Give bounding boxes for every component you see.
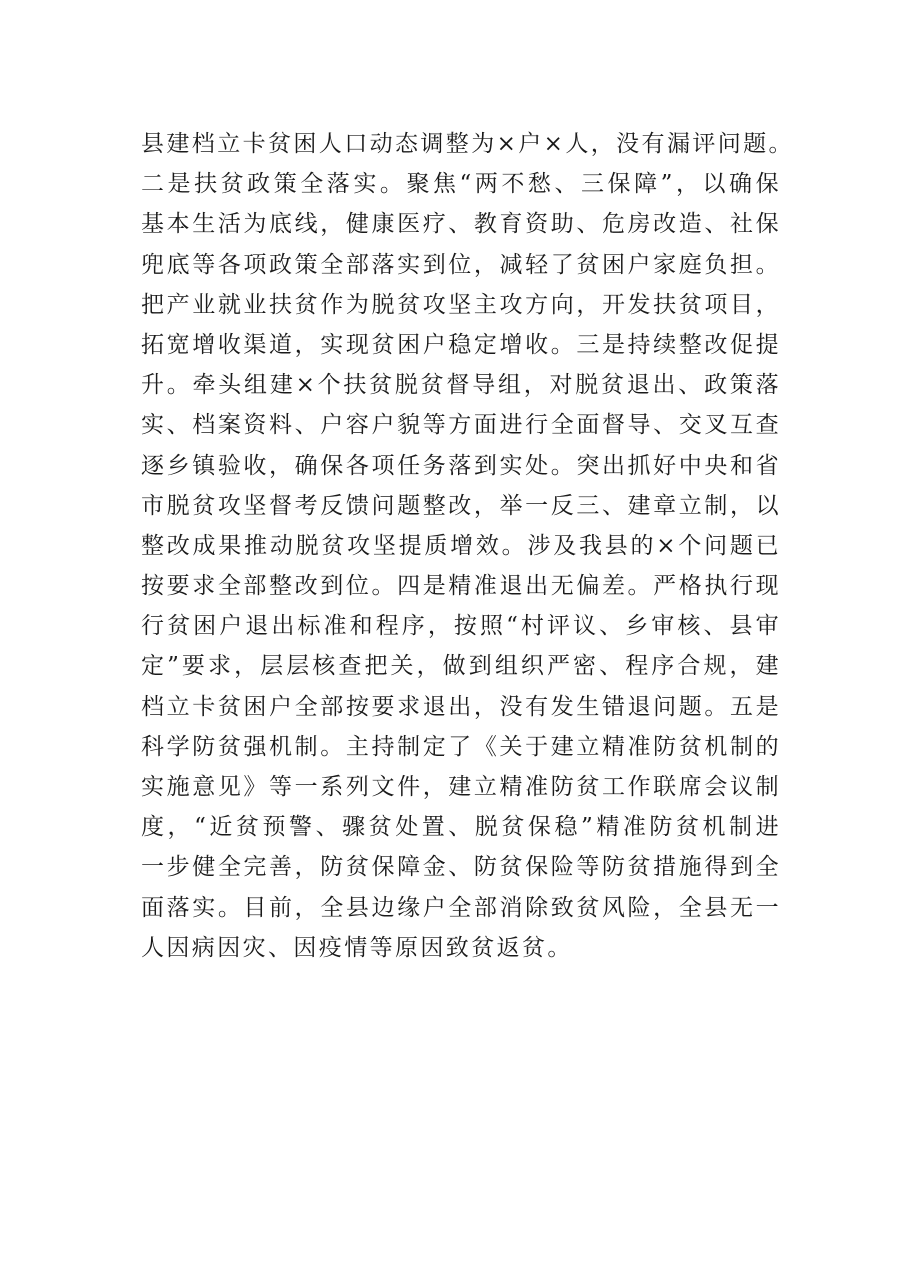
text-line: 人因病因灾、因疫情等原因致贫返贫。 [141,934,573,961]
text-line: 档立卡贫困户全部按要求退出，没有发生错退问题。五是 [141,693,781,720]
text-line: 整改成果推动脱贫攻坚提质增效。涉及我县的×个问题已 [141,532,781,559]
text-line: 兜底等各项政策全部落实到位，减轻了贫困户家庭负担。 [141,251,781,278]
text-line: 基本生活为底线，健康医疗、教育资助、危房改造、社保 [141,211,781,238]
text-line: 实、档案资料、户容户貌等方面进行全面督导、交叉互查 [141,412,781,439]
text-line: 定”要求，层层核查把关，做到组织严密、程序合规，建 [141,653,781,680]
text-line: 逐乡镇验收，确保各项任务落到实处。突出抓好中央和省 [141,452,781,479]
text-line: 一步健全完善，防贫保障金、防贫保险等防贫措施得到全 [141,854,781,881]
text-line: 度，“近贫预警、骤贫处置、脱贫保稳”精准防贫机制进 [141,814,781,841]
text-line: 实施意见》等一系列文件，建立精准防贫工作联席会议制 [141,774,781,800]
text-line: 拓宽增收渠道，实现贫困户稳定增收。三是持续整改促提 [141,331,781,358]
text-line: 市脱贫攻坚督考反馈问题整改，举一反三、建章立制，以 [141,492,781,519]
body-paragraph [141,124,794,968]
text-line: 面落实。目前，全县边缘户全部消除致贫风险，全县无一 [141,894,781,921]
text-line: 行贫困户退出标准和程序，按照“村评议、乡审核、县审 [141,613,781,640]
text-line: 县建档立卡贫困人口动态调整为×户×人，没有漏评问题。 [141,131,794,157]
text-line: 升。牵头组建×个扶贫脱贫督导组，对脱贫退出、政策落 [141,372,781,399]
text-line: 科学防贫强机制。主持制定了《关于建立精准防贫机制的 [141,733,781,760]
text-line: 二是扶贫政策全落实。聚焦“两不愁、三保障”，以确保 [141,171,781,198]
text-line: 按要求全部整改到位。四是精准退出无偏差。严格执行现 [141,573,781,600]
text-line: 把产业就业扶贫作为脱贫攻坚主攻方向，开发扶贫项目， [141,291,781,318]
